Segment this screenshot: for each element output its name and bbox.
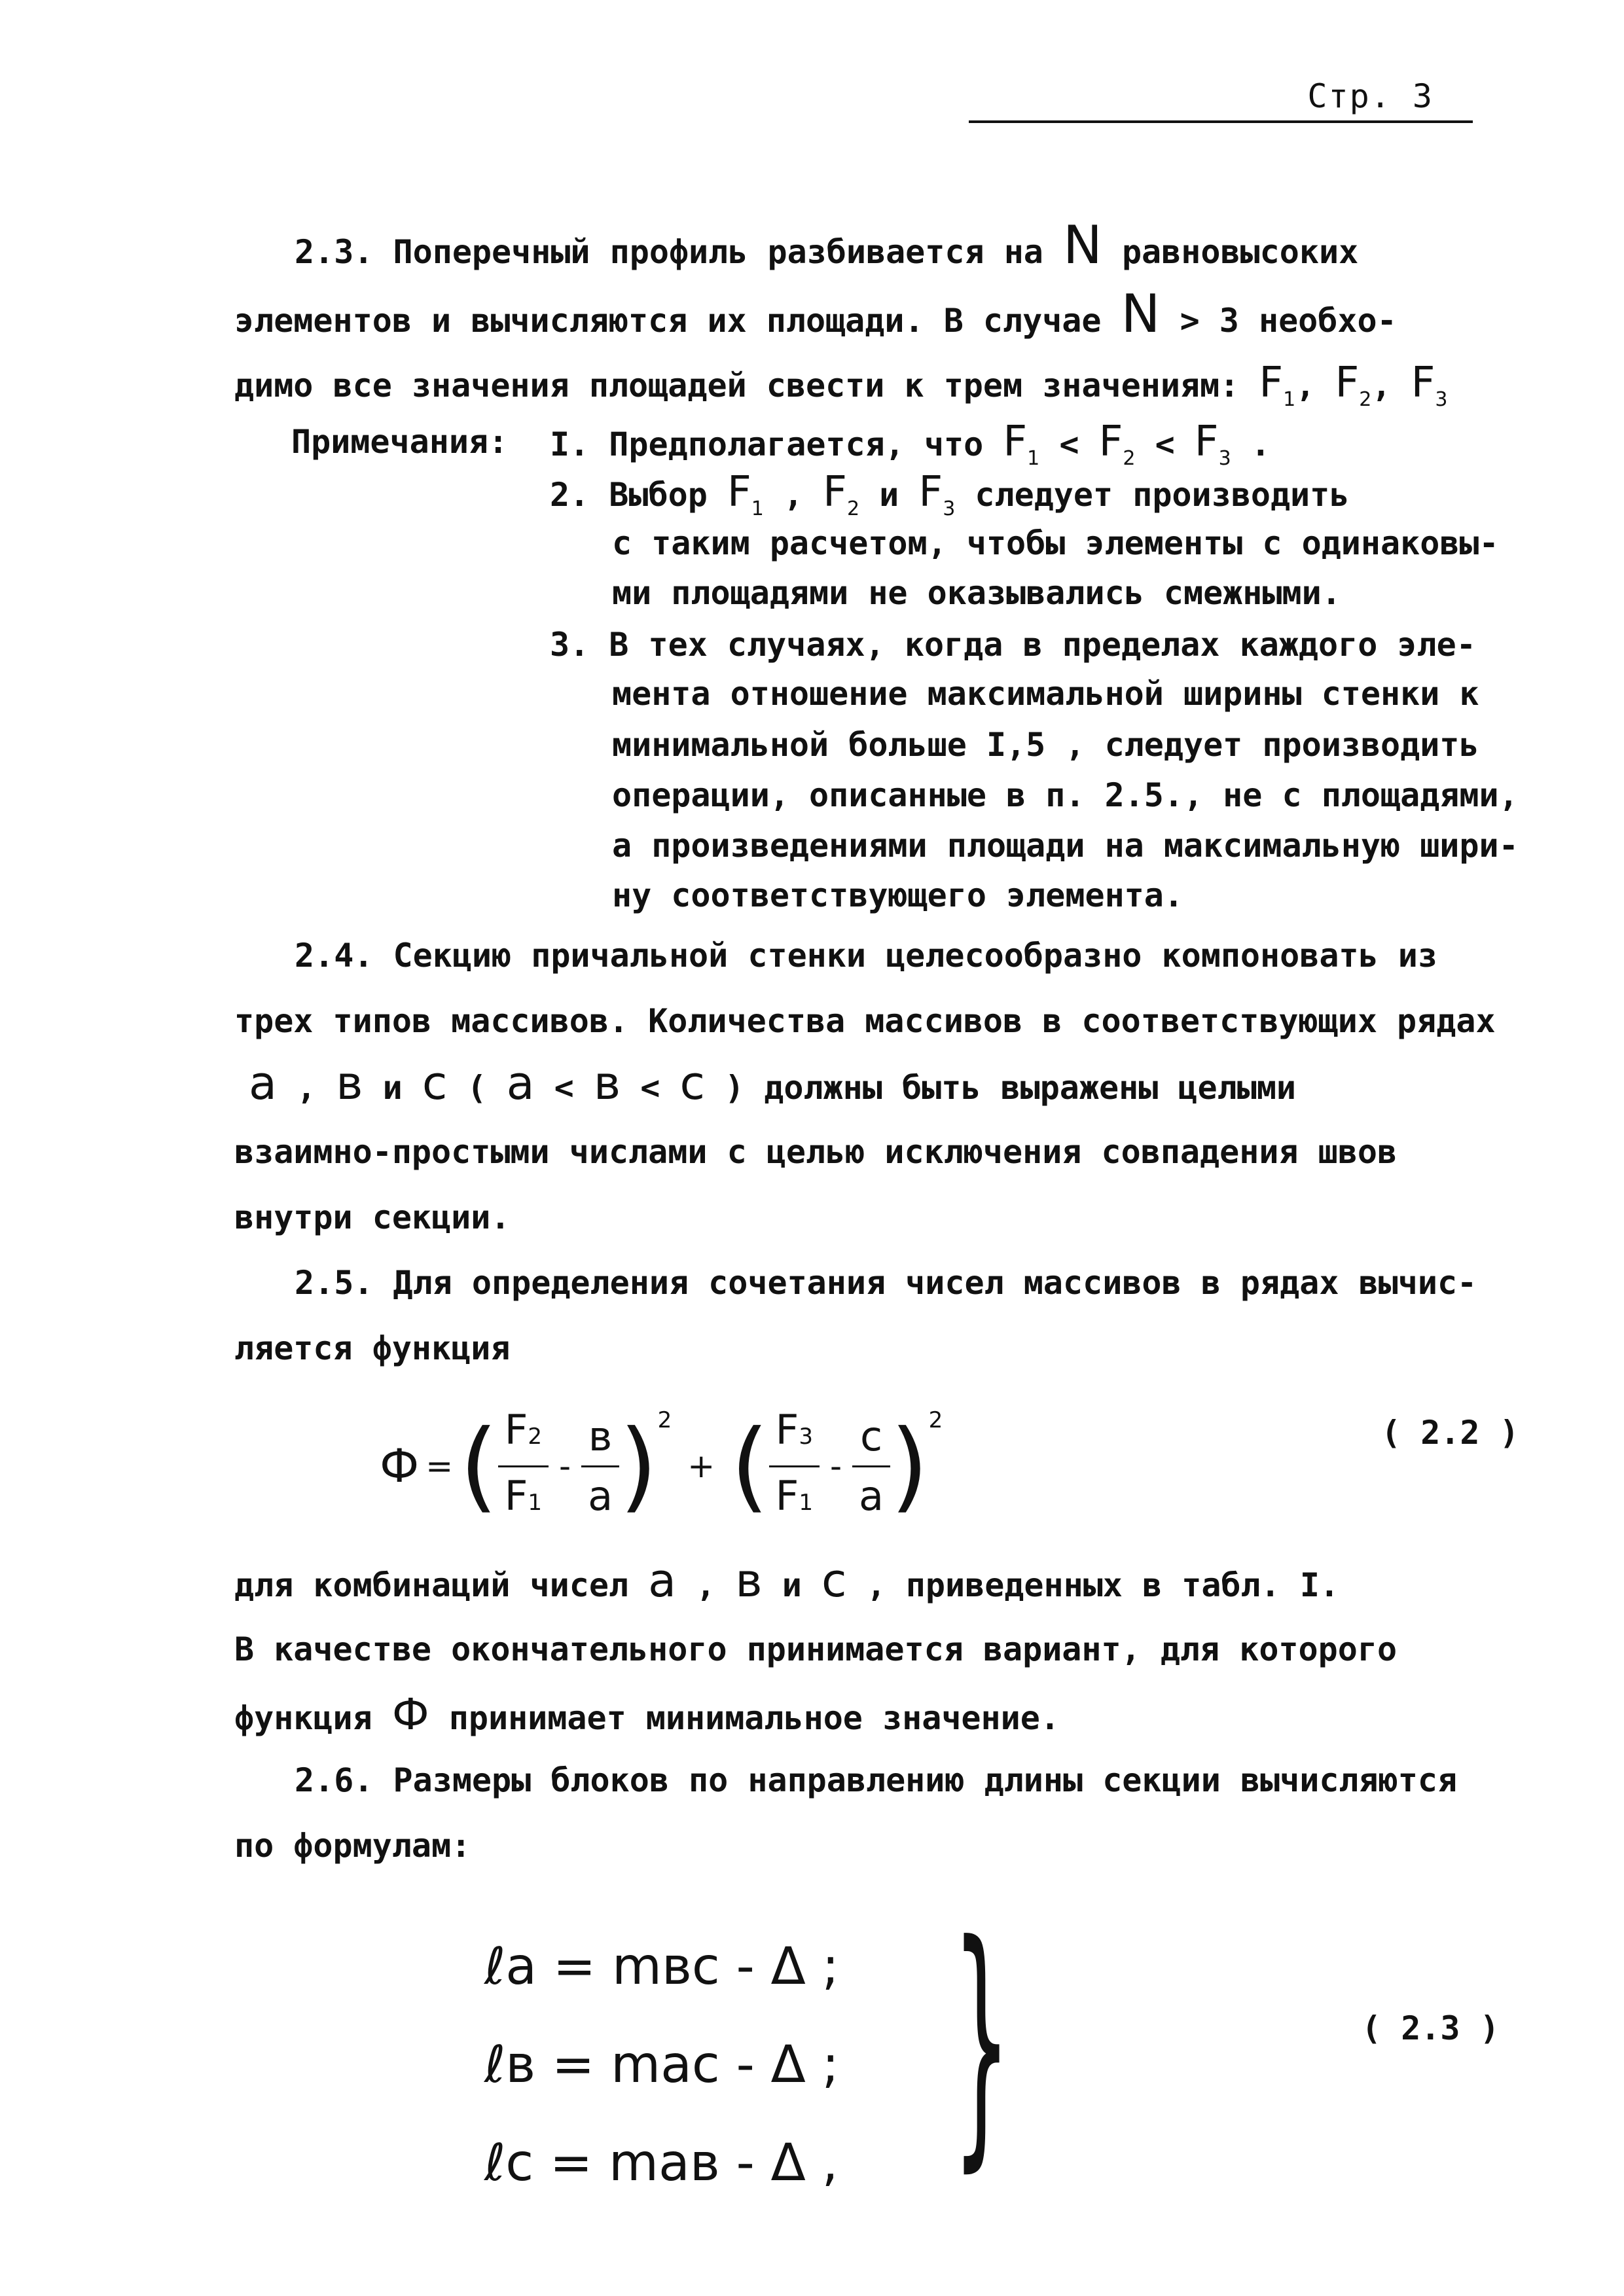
p24-line5: внутри секции. [234,1198,511,1236]
p24-line1: 2.4. Секцию причальной стенки целесообразно компоновать из [295,937,1437,975]
formula-2-3 [484,1918,839,2212]
note3-line5: а произведениями площади на максимальную шири- [612,827,1519,865]
p24-line2: трех типов массивов. Количества массивов в соответствующих рядах [234,1002,1496,1040]
note2-line1: 2. Выбор $F_1$ , $F_2$ и $F_3$ следует производить [550,468,1350,520]
formula-row-la: ℓa = mвc - Δ ; [484,1937,839,1996]
p26-line2: по формулам: [234,1827,471,1865]
note1: I. Предполагается, что $F_1 < F_2 < F_3$ . [550,418,1271,470]
p25-line4: В качестве окончательного принимается вариант, для которого [234,1630,1398,1668]
note3-line6: ну соответствующего элемента. [612,876,1183,914]
formula-row-lc: ℓc = maв - Δ , [484,2134,839,2193]
formula-row-lb: ℓв = mac - Δ ; [484,2036,839,2094]
note3-line1: 3. В тех случаях, когда в пределах каждого эле- [550,626,1476,664]
p24-line3: a , в и c ( a < в < c ) должны быть выражены целыми [249,1056,1297,1110]
p23-line2: элементов и вычисляются их площади. В случае N > 3 необхо- [234,283,1397,344]
p26-line1: 2.6. Размеры блоков по направлению длины секции вычисляются [295,1761,1458,1799]
note2-line3: ми площадями не оказывались смежными. [612,574,1341,612]
note2-line2: с таким расчетом, чтобы элементы с одинаковы- [612,524,1499,562]
note3-line4: операции, описанные в п. 2.5., не с площадями, [612,776,1519,814]
equation-number-2-3: ( 2.3 ) [1362,2009,1500,2047]
p23-line1: 2.3. Поперечный профиль разбивается на N равновысоких [295,215,1359,276]
page-number: Стр. 3 [1307,77,1434,115]
right-brace: } [952,1890,1011,2194]
note3-line3: минимальной больше I,5 , следует производить [612,726,1479,764]
page-header [969,77,1473,123]
note3-line2: мента отношение максимальной ширины стенки к [612,675,1479,713]
equation-number-2-2: ( 2.2 ) [1381,1414,1519,1452]
p25-line3: для комбинаций чисел a , в и c , приведенных в табл. I. [234,1554,1340,1607]
formula-2-2: Ф = ( $\frac{F2}{F1}$ - $\frac{в}{a}$ ) 2 + ( $\frac{F3}{F1}$ - $\frac{c}{a}$ ) 2 [380,1405,943,1523]
symbol-N: N [1121,283,1161,344]
p23-line3: димо все значения площадей свести к трем значениям: $F_1$, $F_2$, $F_3$ [234,359,1448,411]
header-rule [969,120,1473,123]
symbol-N: N [1063,215,1102,276]
p25-line5: функция Ф принимает минимальное значение. [234,1689,1060,1740]
p24-line4: взаимно-простыми числами с целью исключения совпадения швов [234,1133,1398,1171]
notes-label: Примечания: [291,423,509,461]
p25-line1: 2.5. Для определения сочетания чисел массивов в рядах вычис- [295,1264,1477,1302]
p25-line2: ляется функция [234,1329,511,1367]
